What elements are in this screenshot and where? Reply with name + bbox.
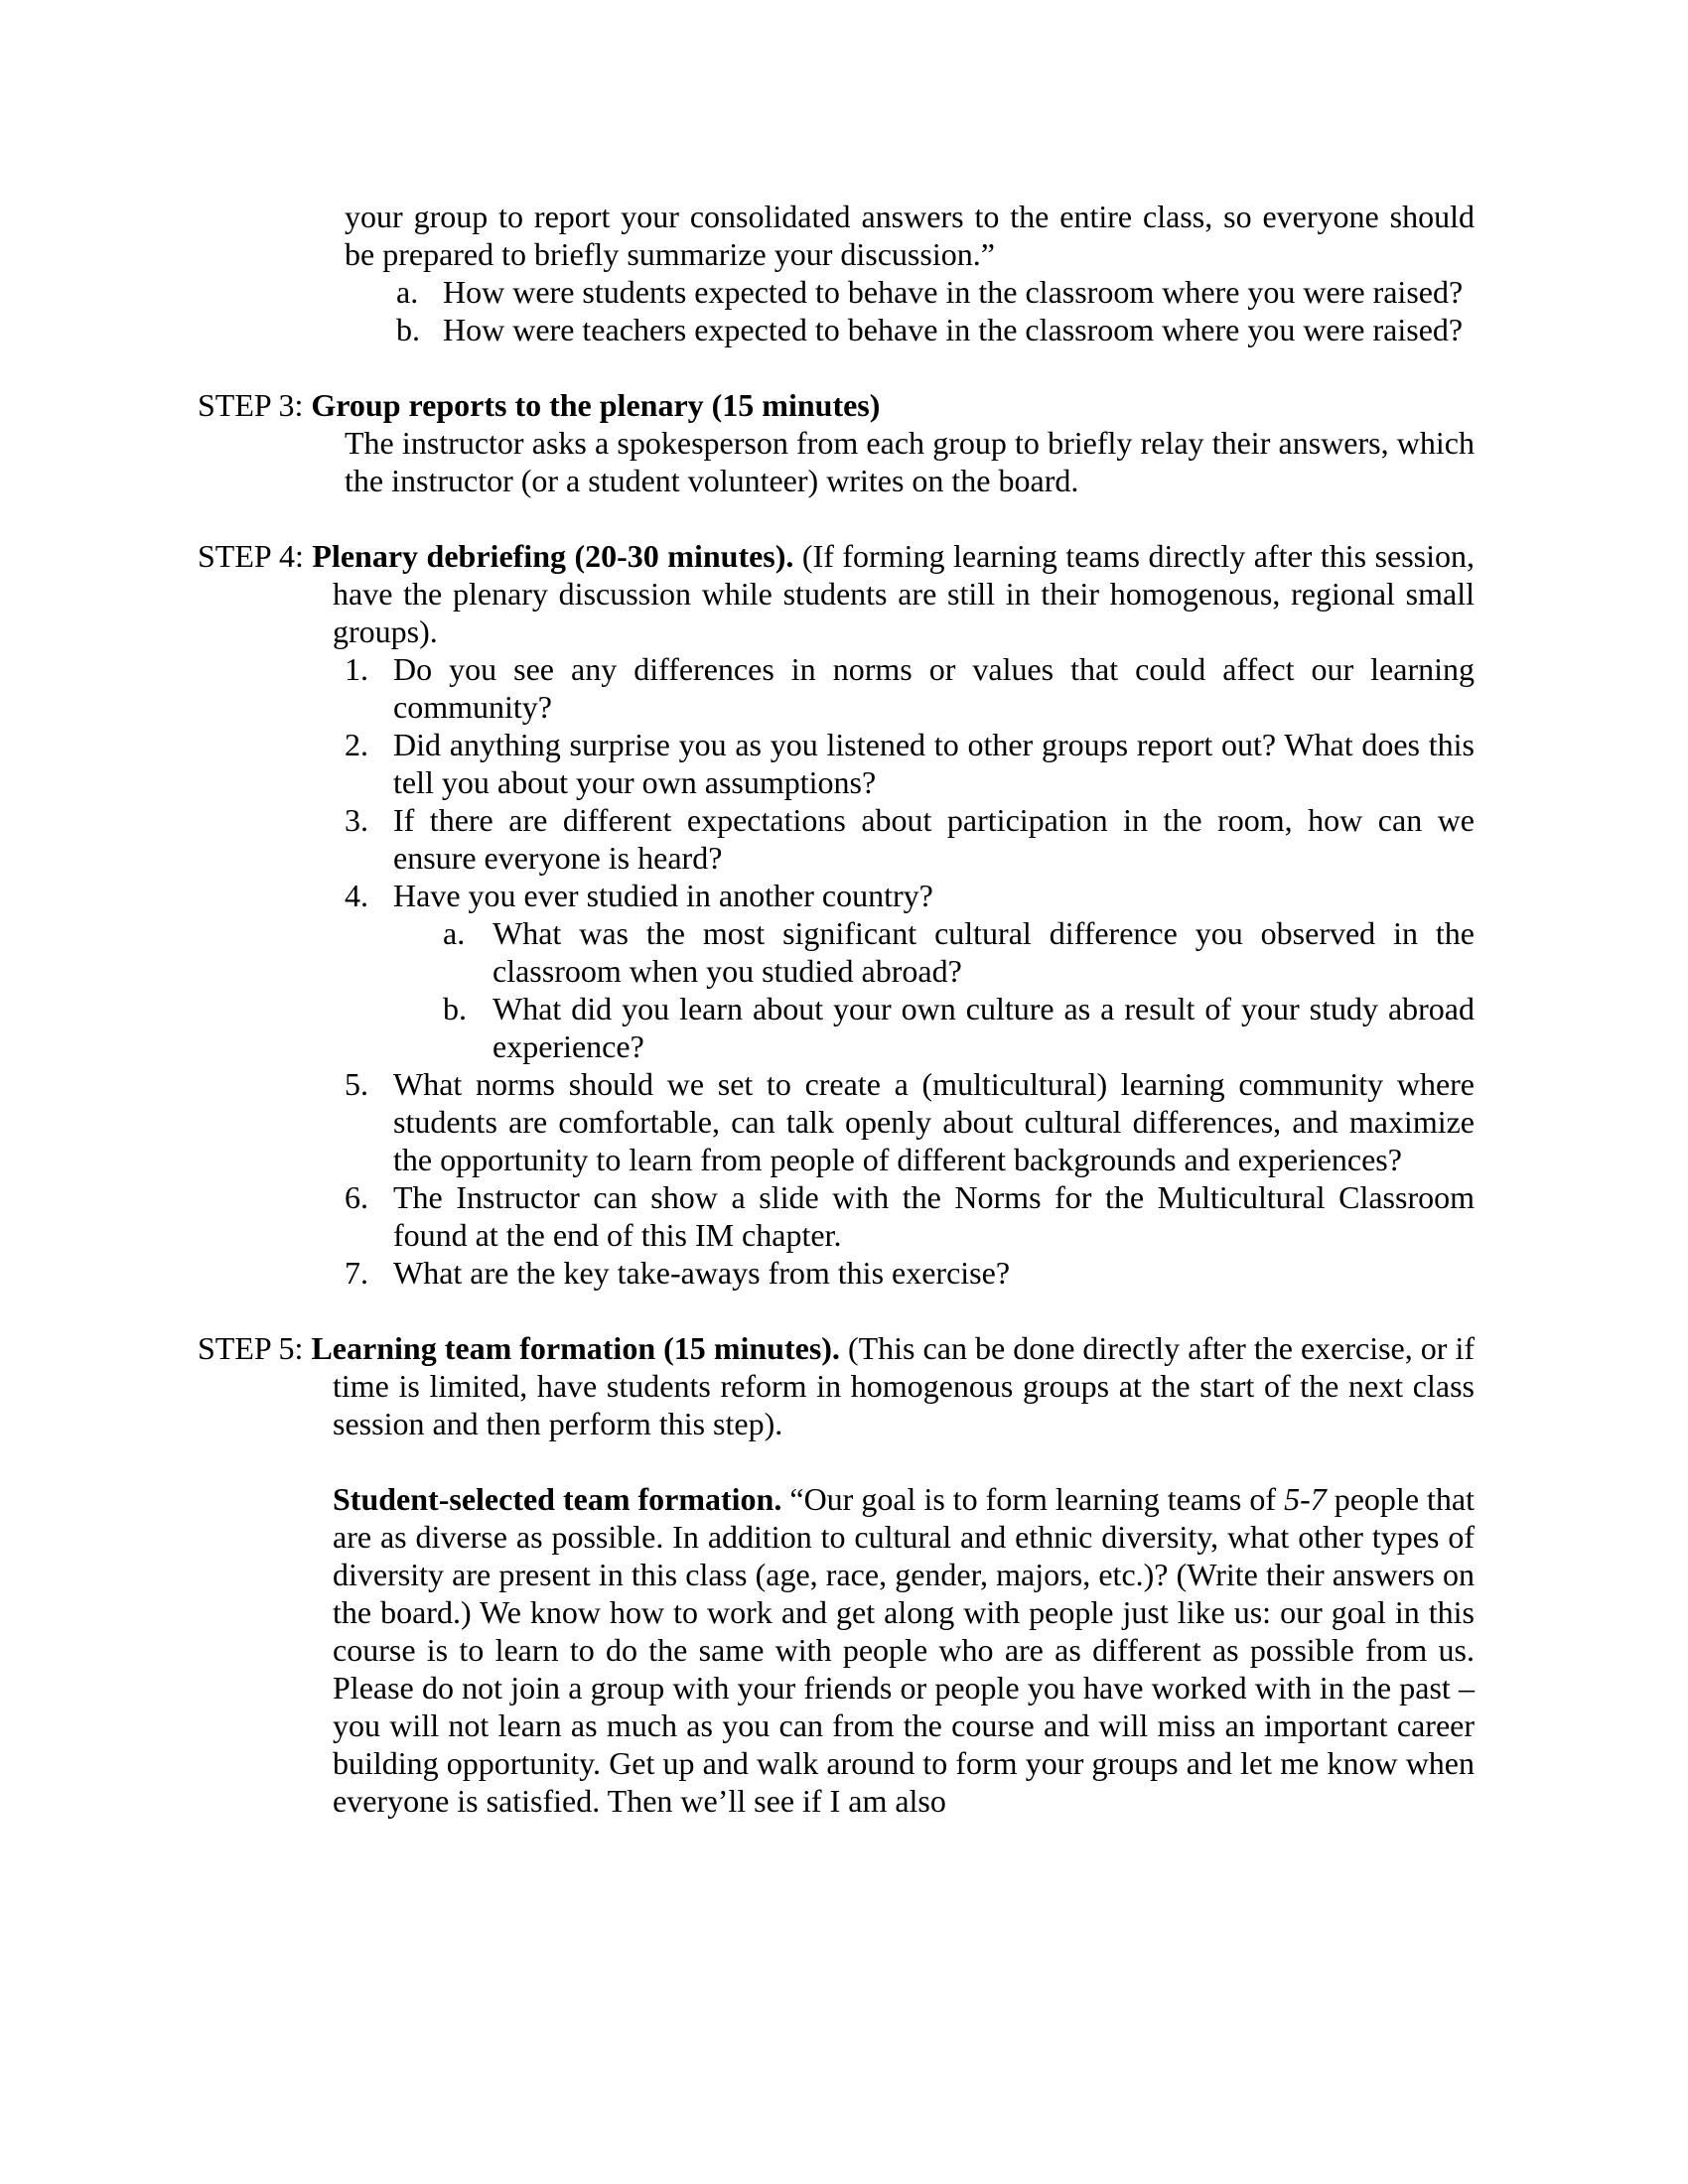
item-text: The Instructor can show a slide with the Norms for the Multicultural Classroom found at the end of this IM chapter. xyxy=(393,1179,1475,1253)
list-item xyxy=(345,801,1475,877)
item-text: What did you learn about your own culture as a result of your study abroad experience? xyxy=(492,991,1475,1064)
item-text: Did anything surprise you as you listened to other groups report out? What does this tell you about your own assumptions? xyxy=(393,727,1475,800)
student-selected-paragraph: Student-selected team formation. “Our goal is to form learning teams of 5-7 people that are as diverse as possible. In addition to cultural and ethnic diversity, what other types of diversity are present in this class (age, race, gender, majors, etc.)? (Write their answers on the board.) We know how to work and get along with people just like us: our goal in this course is to learn to do the same with people who are as different as possible from us. Please do not join a group with your friends or people you have worked with in the past – you will not learn as much as you can from the course and will miss an important career building opportunity. Get up and walk around to form your groups and let me know when everyone is satisfied. Then we’ll see if I am also xyxy=(333,1481,1476,1819)
item-label: b. xyxy=(396,312,420,347)
item-label: 6. xyxy=(345,1179,368,1215)
intro-paragraph: your group to report your consolidated answers to the entire class, so everyone should be prepared to briefly summarize your discussion.” xyxy=(345,199,1475,272)
item-text: What are the key take-aways from this exercise? xyxy=(393,1255,1011,1291)
item-text: How were students expected to behave in the classroom where you were raised? xyxy=(443,274,1464,310)
subsection-title: Student-selected team formation. xyxy=(333,1481,782,1517)
item-text: If there are different expectations about participation in the room, how can we ensure everyone is heard? xyxy=(393,802,1475,876)
list-item xyxy=(443,914,1475,990)
step3-title: Group reports to the plenary (15 minutes) xyxy=(311,387,881,423)
list-item xyxy=(396,311,1475,348)
list-item xyxy=(345,1254,1475,1292)
step3-heading: STEP 3: Group reports to the plenary (15 minutes) xyxy=(198,387,881,423)
item-label: 7. xyxy=(345,1255,368,1291)
item-label: b. xyxy=(443,991,467,1026)
step3-body: The instructor asks a spokesperson from each group to briefly relay their answers, which the instructor (or a student volunteer) writes on the board. xyxy=(345,425,1475,498)
step5-paragraph: STEP 5: Learning team formation (15 minutes). (This can be done directly after the exercise, or if time is limited, have students reform in homogenous groups at the start of the next class session and then perform this step). xyxy=(198,1330,1476,1441)
step4-title: Plenary debriefing (20-30 minutes). xyxy=(312,538,794,574)
list-item xyxy=(345,726,1475,801)
item-label: 4. xyxy=(345,878,368,913)
item-label: 2. xyxy=(345,727,368,762)
item-text: What was the most significant cultural difference you observed in the classroom when you studied abroad? xyxy=(492,915,1475,989)
item-label: a. xyxy=(396,274,419,310)
item-label: a. xyxy=(443,915,466,951)
item-text: What norms should we set to create a (multicultural) learning community where students are comfortable, can talk openly about cultural differences, and maximize the opportunity to learn from people of different backgrounds and experiences? xyxy=(393,1066,1475,1177)
document-page xyxy=(0,198,1688,1820)
step5-title: Learning team formation (15 minutes). xyxy=(311,1330,840,1366)
item-label: 3. xyxy=(345,802,368,838)
list-item xyxy=(345,1178,1475,1254)
item-label: 1. xyxy=(345,651,368,687)
list-item xyxy=(443,990,1475,1065)
list-item xyxy=(345,877,1475,914)
list-item xyxy=(396,273,1475,311)
item-label: 5. xyxy=(345,1066,368,1102)
list-item xyxy=(345,1065,1475,1178)
step4-paragraph: STEP 4: Plenary debriefing (20-30 minutes). (If forming learning teams directly after this session, have the plenary discussion while students are still in their homogenous, regional small groups). xyxy=(198,538,1476,649)
list-item xyxy=(345,650,1475,726)
step4-list xyxy=(0,650,1688,1292)
item-text: Do you see any differences in norms or values that could affect our learning community? xyxy=(393,651,1475,725)
item-text: Have you ever studied in another country? xyxy=(393,878,933,913)
item-text: How were teachers expected to behave in the classroom where you were raised? xyxy=(443,312,1464,347)
